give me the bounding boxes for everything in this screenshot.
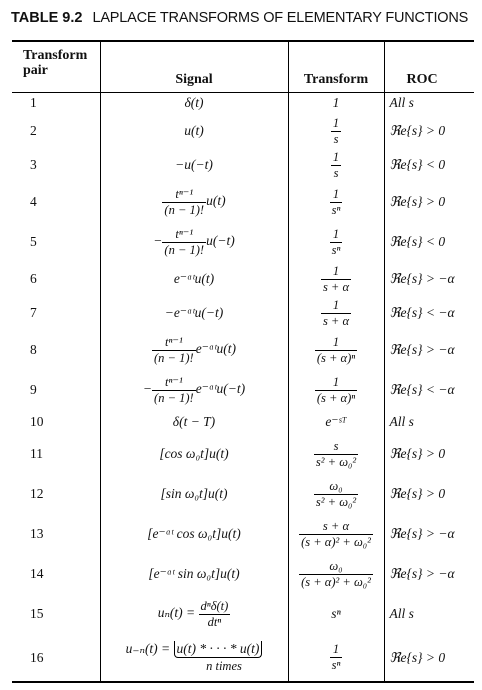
signal-prefix: uₙ(t) = [157,605,199,621]
transform-fraction-numerator: s + α [299,520,373,535]
signal-suffix: u(−t) [206,233,235,249]
signal-fraction-numerator: dⁿδ(t) [200,598,229,613]
transform-fraction [331,151,341,180]
transform-expression: e⁻ˢᵀ [325,414,347,429]
table-row [12,514,474,554]
transform-fraction [314,480,358,509]
pair-number: 16 [12,634,100,682]
pair-number: 2 [12,114,100,148]
header-roc: ROC [406,71,438,87]
underbrace [174,641,263,658]
header-pair-line1: Transform [23,48,88,63]
transform-cell [288,594,384,634]
pair-number: 11 [12,434,100,474]
transform-cell [288,514,384,554]
transform-fraction-numerator: 1 [315,376,357,391]
signal-lhs: u₋ₙ(t) = [125,641,174,656]
roc-cell: ℜe{s} > 0 [389,123,446,138]
signal-fraction-numerator: tⁿ⁻¹ [152,376,196,391]
table-row [12,330,474,370]
signal-cell [100,148,288,182]
transform-fraction [315,376,357,405]
transform-fraction [321,265,351,294]
transform-cell [288,554,384,594]
transform-fraction [315,336,357,365]
roc-cell: ℜe{s} > 0 [389,446,446,461]
pair-number: 7 [12,296,100,330]
underbrace-label: n times [206,659,242,673]
signal-cell [100,514,288,554]
signal-expression [153,226,235,257]
transform-fraction [331,117,341,146]
pair-number: 15 [12,594,100,634]
signal-expression: [e⁻ᵅᵗ sin ω₀t]u(t) [148,566,240,581]
signal-cell [100,222,288,262]
transform-fraction-denominator: sⁿ [331,202,341,217]
signal-fraction-numerator: tⁿ⁻¹ [162,188,206,203]
signal-suffix: e⁻ᵅᵗu(−t) [195,381,246,397]
transform-cell [288,410,384,434]
transform-fraction-numerator: 1 [330,643,343,658]
transform-fraction-numerator: 1 [332,149,340,164]
roc-cell: ℜe{s} > 0 [389,194,446,209]
signal-expression: u(t) [184,123,204,138]
roc-cell: ℜe{s} > −α [389,526,455,541]
pair-number: 14 [12,554,100,594]
signal-fraction [162,228,206,257]
transform-expression: sⁿ [331,606,341,621]
pair-number: 13 [12,514,100,554]
transform-cell [288,114,384,148]
signal-fraction [152,376,196,405]
roc-cell: ℜe{s} < −α [389,305,455,320]
transform-fraction-denominator: (s + α)² + ω₀² [301,574,371,589]
transform-fraction-denominator: s [333,165,339,180]
transform-fraction-numerator: 1 [321,299,351,314]
signal-expression: δ(t − T) [172,414,216,429]
pair-number: 5 [12,222,100,262]
table-row [12,182,474,222]
signal-fraction [162,188,206,217]
signal-expression: δ(t) [184,95,204,111]
signal-expression [142,374,246,405]
signal-prefix: − [142,381,153,397]
signal-cell [100,634,288,682]
signal-expression [162,186,226,217]
signal-cell [100,474,288,514]
roc-cell: ℜe{s} > 0 [389,649,446,665]
transform-fraction-numerator: 1 [332,115,340,130]
transform-cell [288,370,384,410]
table-row [12,92,474,114]
transform-cell [288,262,384,296]
signal-cell [100,262,288,296]
pair-number: 8 [12,330,100,370]
signal-prefix: − [153,233,163,249]
table-row [12,262,474,296]
table-title [11,10,468,27]
table-row [12,554,474,594]
signal-expression: −e⁻ᵅᵗu(−t) [164,305,224,320]
signal-cell [100,434,288,474]
transform-fraction [330,188,343,217]
transform-cell [288,148,384,182]
pair-number: 3 [12,148,100,182]
signal-cell [100,370,288,410]
header-transform-pair [12,41,100,92]
roc-cell: All s [389,95,414,111]
transform-fraction [299,520,373,549]
pair-number: 10 [12,410,100,434]
transform-fraction-denominator: (s + α)² + ω₀² [301,534,371,549]
table-row [12,594,474,634]
transform-cell [288,434,384,474]
table-row [12,634,474,682]
table-row [12,222,474,262]
transform-fraction-denominator: s² + ω₀² [315,494,357,509]
table-number: TABLE 9.2 [11,10,83,26]
roc-cell: ℜe{s} < −α [389,382,455,397]
signal-cell [100,554,288,594]
signal-cell [100,296,288,330]
transform-cell [288,474,384,514]
roc-cell: All s [389,414,414,429]
signal-fraction [199,600,231,629]
transform-fraction-denominator: s² + ω₀² [315,454,357,469]
transform-fraction-numerator: 1 [321,265,351,280]
transform-fraction-denominator: sⁿ [331,242,341,257]
signal-expression: [sin ω₀t]u(t) [160,486,228,501]
transform-fraction-denominator: sⁿ [331,658,341,672]
signal-suffix: e⁻ᵅᵗu(t) [195,341,236,357]
transform-fraction [321,299,351,328]
pair-number: 9 [12,370,100,410]
transform-cell [288,634,384,682]
transform-fraction [314,440,358,469]
table-row [12,114,474,148]
transform-fraction [330,228,343,257]
signal-fraction-numerator: tⁿ⁻¹ [162,228,206,243]
signal-expression: [e⁻ᵅᵗ cos ω₀t]u(t) [147,526,241,541]
transform-expression: 1 [332,95,340,111]
signal-expression: −u(−t) [175,157,213,172]
transform-fraction-numerator: 1 [315,336,357,351]
signal-expression: e⁻ᵅᵗu(t) [173,271,215,286]
transform-cell [288,182,384,222]
signal-cell [100,410,288,434]
table-row [12,296,474,330]
transform-cell [288,92,384,114]
transform-fraction-denominator: s + α [322,279,350,294]
header-signal: Signal [100,41,288,92]
signal-expression [152,334,236,365]
signal-cell [100,330,288,370]
signal-cell [100,182,288,222]
table-row [12,410,474,434]
transform-fraction-numerator: 1 [330,188,343,203]
roc-cell: ℜe{s} < 0 [389,234,446,249]
table-caption: LAPLACE TRANSFORMS OF ELEMENTARY FUNCTIONS [92,10,469,26]
pair-number: 4 [12,182,100,222]
signal-fraction-numerator: tⁿ⁻¹ [152,336,196,351]
transform-fraction [299,560,373,589]
transform-cell [288,330,384,370]
transform-fraction-numerator: ω₀ [299,560,373,575]
table-row [12,148,474,182]
roc-cell: All s [389,606,414,621]
pair-number: 1 [12,92,100,114]
signal-fraction-denominator: (n − 1)! [164,242,205,257]
header-pair-line2: pair [23,63,48,78]
table-row [12,434,474,474]
signal-fraction-denominator: (n − 1)! [164,202,205,217]
laplace-table [12,40,474,683]
roc-cell: ℜe{s} > 0 [389,486,446,501]
roc-cell: ℜe{s} > −α [389,342,455,357]
transform-cell [288,222,384,262]
signal-cell [100,92,288,114]
signal-expression: [cos ω₀t]u(t) [159,446,229,461]
transform-fraction-numerator: 1 [330,228,343,243]
pair-number: 6 [12,262,100,296]
header-row [12,41,474,92]
transform-fraction-denominator: s + α [322,313,350,328]
signal-expression [157,598,231,629]
transform-fraction-denominator: (s + α)ⁿ [316,390,356,405]
header-transform: Transform [288,41,384,92]
roc-cell: ℜe{s} > −α [389,271,455,286]
signal-fraction-denominator: dtⁿ [207,614,222,629]
roc-cell: ℜe{s} > −α [389,566,455,581]
transform-fraction-denominator: (s + α)ⁿ [316,350,356,365]
signal-cell [100,114,288,148]
signal-fraction-denominator: (n − 1)! [154,350,194,365]
pair-number: 12 [12,474,100,514]
transform-fraction-denominator: s [333,131,339,146]
signal-expression [126,641,263,656]
transform-fraction-numerator: s [314,440,358,455]
signal-fraction-denominator: (n − 1)! [154,390,194,405]
signal-braced: u(t) * · · · * u(t) [176,641,260,656]
table-row [12,474,474,514]
transform-fraction [330,643,343,672]
signal-suffix: u(t) [206,193,226,209]
signal-cell [100,594,288,634]
transform-fraction-numerator: ω₀ [314,480,358,495]
transform-cell [288,296,384,330]
signal-fraction [152,336,196,365]
table-row [12,370,474,410]
roc-cell: ℜe{s} < 0 [389,157,446,172]
